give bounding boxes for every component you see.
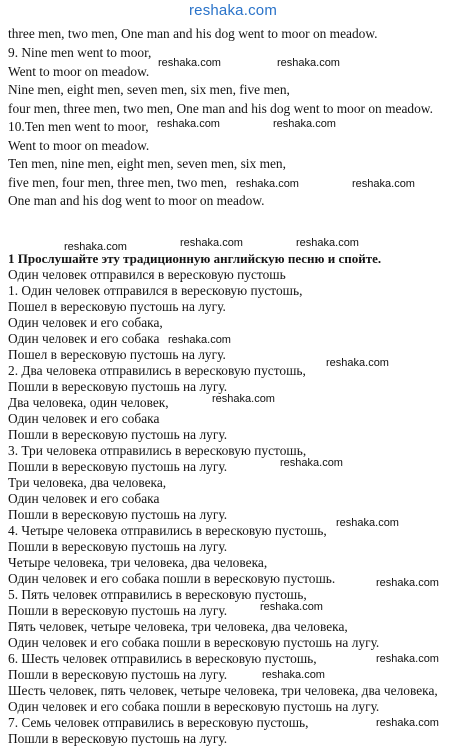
english-line: Nine men, eight men, seven men, six men, five men, — [8, 82, 290, 97]
watermark: reshaka.com — [280, 457, 343, 469]
russian-line: Пошли в вересковую пустошь на лугу. — [8, 539, 228, 554]
russian-line: Пошли в вересковую пустошь на лугу. — [8, 667, 228, 682]
russian-line: Пошли в вересковую пустошь на лугу. — [8, 379, 228, 394]
watermark: reshaka.com — [326, 357, 389, 369]
watermark: reshaka.com — [277, 57, 340, 69]
english-line: 10.Ten men went to moor, — [8, 119, 149, 134]
watermark: reshaka.com — [352, 178, 415, 190]
russian-line: Один человек и его собака пошли в вересковую пустошь на лугу. — [8, 635, 380, 650]
site-header-link[interactable]: reshaka.com — [188, 2, 278, 19]
russian-line: 6. Шесть человек отправились в вересковую пустошь, — [8, 651, 317, 666]
russian-line: Один человек и его собака — [8, 411, 160, 426]
watermark: reshaka.com — [64, 241, 127, 253]
russian-line: Один человек и его собака — [8, 491, 160, 506]
english-line: three men, two men, One man and his dog went to moor on meadow. — [8, 26, 378, 41]
russian-line: Один человек и его собака — [8, 331, 160, 346]
english-line: 9. Nine men went to moor, — [8, 45, 152, 60]
exercise-heading: 1 Прослушайте эту традиционную английскую песню и спойте. — [8, 251, 382, 266]
watermark: reshaka.com — [336, 517, 399, 529]
russian-line: Один человек и его собака пошли в вересковую пустошь на лугу. — [8, 699, 380, 714]
russian-line: Пошли в вересковую пустошь на лугу. — [8, 459, 228, 474]
english-line: One man and his dog went to moor on meadow. — [8, 193, 265, 208]
russian-line: Один человек отправился в вересковую пустошь — [8, 267, 286, 282]
russian-line: 5. Пять человек отправились в вересковую пустошь, — [8, 587, 307, 602]
russian-line: Пошли в вересковую пустошь на лугу. — [8, 731, 228, 746]
english-line: five men, four men, three men, two men, — [8, 175, 228, 190]
russian-line: 4. Четыре человека отправились в вересковую пустошь, — [8, 523, 327, 538]
russian-line: 7. Семь человек отправились в вересковую пустошь, — [8, 715, 309, 730]
russian-line: 3. Три человека отправились в вересковую пустошь, — [8, 443, 307, 458]
watermark: reshaka.com — [260, 601, 323, 613]
english-line: four men, three men, two men, One man and his dog went to moor on meadow. — [8, 101, 433, 116]
watermark: reshaka.com — [236, 178, 299, 190]
english-line: Went to moor on meadow. — [8, 64, 150, 79]
russian-line: 1. Один человек отправился в вересковую пустошь, — [8, 283, 303, 298]
russian-line: Шесть человек, пять человек, четыре человека, три человека, два человека, — [8, 683, 438, 698]
english-line: Ten men, nine men, eight men, seven men, six men, — [8, 156, 286, 171]
english-line: Went to moor on meadow. — [8, 138, 150, 153]
russian-line: Пошел в вересковую пустошь на лугу. — [8, 299, 226, 314]
watermark: reshaka.com — [157, 118, 220, 130]
russian-line: Три человека, два человека, — [8, 475, 167, 490]
russian-line: Пошли в вересковую пустошь на лугу. — [8, 603, 228, 618]
site-header — [0, 0, 466, 20]
russian-line: Пять человек, четыре человека, три человека, два человека, — [8, 619, 348, 634]
russian-line: Четыре человека, три человека, два человека, — [8, 555, 268, 570]
watermark: reshaka.com — [296, 237, 359, 249]
watermark: reshaka.com — [180, 237, 243, 249]
russian-line: Пошел в вересковую пустошь на лугу. — [8, 347, 226, 362]
russian-line: 2. Два человека отправились в вересковую пустошь, — [8, 363, 306, 378]
watermark: reshaka.com — [376, 653, 439, 665]
russian-line: Один человек и его собака пошли в вересковую пустошь. — [8, 571, 336, 586]
watermark: reshaka.com — [376, 577, 439, 589]
watermark: reshaka.com — [212, 393, 275, 405]
watermark: reshaka.com — [158, 57, 221, 69]
russian-line: Один человек и его собака, — [8, 315, 163, 330]
watermark: reshaka.com — [262, 669, 325, 681]
watermark: reshaka.com — [168, 334, 231, 346]
watermark: reshaka.com — [376, 717, 439, 729]
watermark: reshaka.com — [273, 118, 336, 130]
russian-line: Пошли в вересковую пустошь на лугу. — [8, 507, 228, 522]
russian-line: Пошли в вересковую пустошь на лугу. — [8, 427, 228, 442]
russian-line: Два человека, один человек, — [8, 395, 169, 410]
